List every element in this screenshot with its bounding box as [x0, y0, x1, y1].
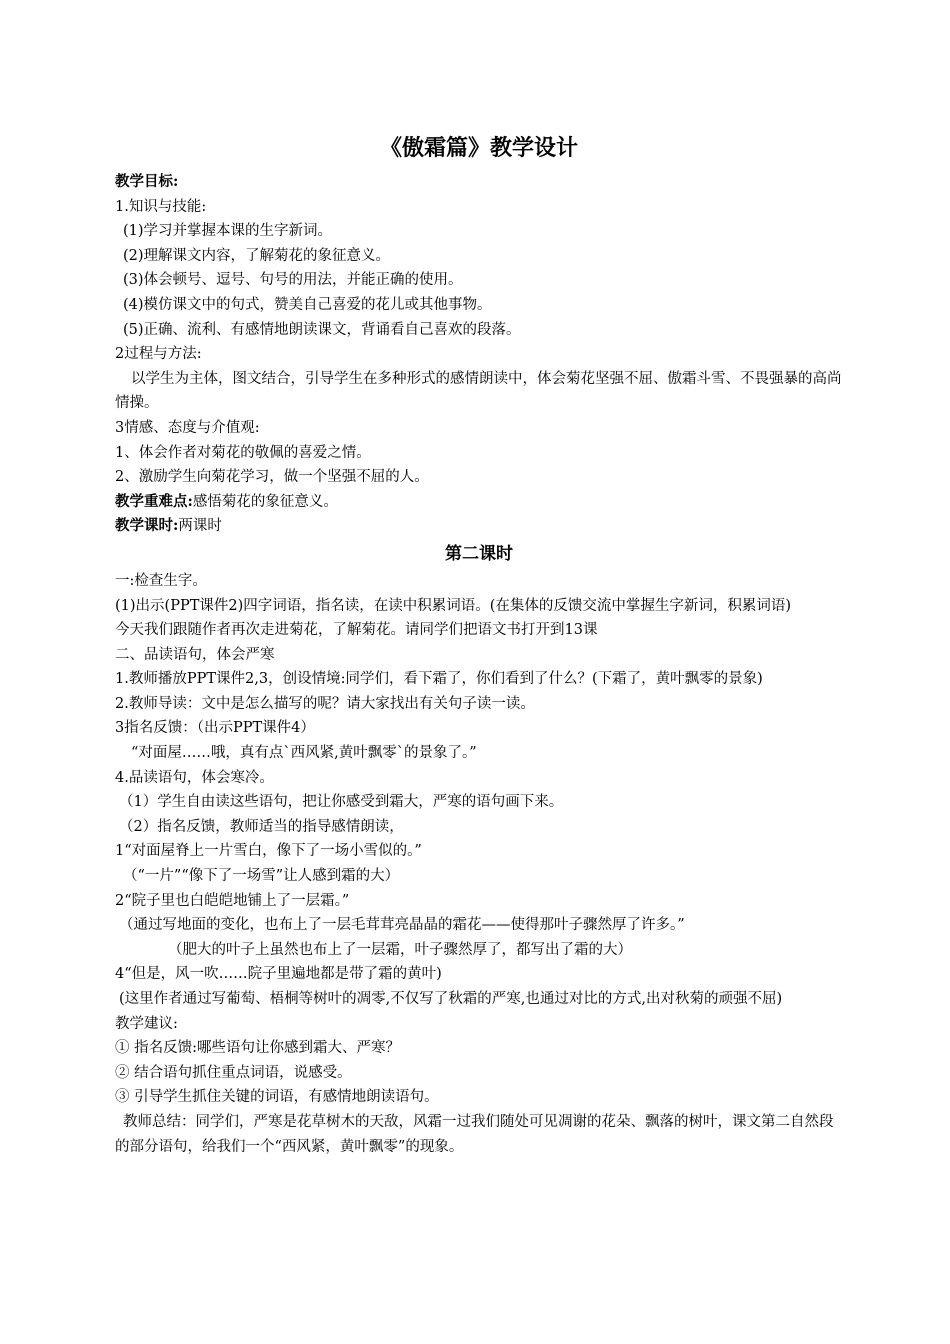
document-page	[115, 128, 843, 1159]
section-title: 第二课时	[445, 543, 513, 564]
body-line: （肥大的叶子上虽然也布上了一层霜，叶子骤然厚了，都写出了霜的大）	[168, 941, 632, 958]
knowledge-item: (4)模仿课文中的句式，赞美自己喜爱的花儿或其他事物。	[123, 296, 492, 313]
body-line: 4.品读语句，体会寒冷。	[115, 769, 274, 786]
body-line: （通过写地面的变化，也布上了一层毛茸茸亮晶晶的霜花——使得那叶子骤然厚了许多。”	[119, 917, 685, 934]
body-line: ② 结合语句抓住重点词语，说感受。	[115, 1064, 352, 1081]
body-line: （2）指名反馈，教师适当的指导感情朗读，	[119, 818, 404, 835]
periods-line	[115, 514, 843, 539]
key-point-value: 感悟菊花的象征意义。	[192, 493, 338, 510]
key-point-line	[115, 490, 843, 515]
document-title: 《傲霜篇》教学设计	[379, 135, 578, 161]
body-line: （“一片”“像下了一场雪”让人感到霜的大）	[123, 868, 400, 885]
body-line: 2.教师导读：文中是怎么描写的呢？请大家找出有关句子读一读。	[115, 695, 535, 712]
periods-value: 两课时	[178, 518, 222, 535]
body-line: 1“对面屋脊上一片雪白，像下了一场小雪似的。”	[115, 843, 422, 860]
body-line: 1.教师播放PPT课件2,3，创设情境:同学们，看下霜了，你们看到了什么？(下霜了，黄叶飘零的景象)	[115, 671, 763, 688]
process-heading: 2过程与方法:	[115, 346, 202, 363]
body-line: 一:检查生字。	[115, 572, 207, 589]
body-line: (这里作者通过写葡萄、梧桐等树叶的凋零,不仅写了秋霜的严寒,也通过对比的方式,出对秋菊的顽强不屈)	[119, 991, 783, 1007]
process-text: 以学生为主体，图文结合，引导学生在多种形式的感情朗读中，体会菊花坚强不屈、傲霜斗雪、不畏强暴的高尚情操。	[115, 370, 842, 412]
body-line: 今天我们跟随作者再次走进菊花，了解菊花。请同学们把语文书打开到13课	[115, 622, 598, 639]
body-line: ① 指名反馈:哪些语句让你感到霜大、严寒？	[115, 1040, 400, 1057]
body-line: 3指名反馈：（出示PPT课件4）	[115, 720, 315, 737]
body-line: 4“但是，风一吹……院子里遍地都是带了霜的黄叶)	[115, 966, 442, 983]
periods-label: 教学课时:	[115, 517, 179, 535]
body-line: (1)出示(PPT课件2)四字词语，指名读，在读中积累词语。(在集体的反馈交流中掌握生字新词，积累词语)	[115, 597, 792, 614]
knowledge-item: (3)体会顿号、逗号、句号的用法，并能正确的使用。	[123, 272, 463, 289]
knowledge-heading: 1.知识与技能:	[115, 198, 207, 215]
emotion-item: 2、激励学生向菊花学习，做一个坚强不屈的人。	[115, 469, 429, 486]
body-line: “对面屋……哦，真有点`西风紧,黄叶飘零`的景象了。”	[131, 745, 477, 762]
body-line: 2“院子里也白皑皑地铺上了一层霜。”	[115, 892, 350, 909]
knowledge-item: (1)学习并掌握本课的生字新词。	[123, 223, 333, 240]
objectives-heading: 教学目标:	[115, 173, 179, 190]
body-line: 教学建议:	[115, 1015, 178, 1032]
key-point-label: 教学重难点:	[115, 492, 193, 510]
body-line: ③ 引导学生抓住关键的词语，有感情地朗读语句。	[115, 1089, 439, 1106]
body-line: （1）学生自由读这些语句，把让你感受到霜大，严寒的语句画下来。	[119, 794, 564, 811]
knowledge-item: (5)正确、流利、有感情地朗读课文，背诵看自己喜欢的段落。	[123, 321, 521, 338]
emotion-heading: 3情感、态度与介值观:	[115, 419, 260, 436]
knowledge-item: (2)理解课文内容，了解菊花的象征意义。	[123, 247, 391, 264]
body-line: 教师总结：同学们，严寒是花草树木的天敌，风霜一过我们随处可见凋谢的花朵、飘落的树叶，课文第二自然段的部分语句，给我们一个“西风紧，黄叶飘零”的现象。	[115, 1113, 834, 1155]
body-line: 二、品读语句，体会严寒	[115, 646, 275, 663]
emotion-item: 1、体会作者对菊花的敬佩的喜爱之情。	[115, 444, 371, 461]
